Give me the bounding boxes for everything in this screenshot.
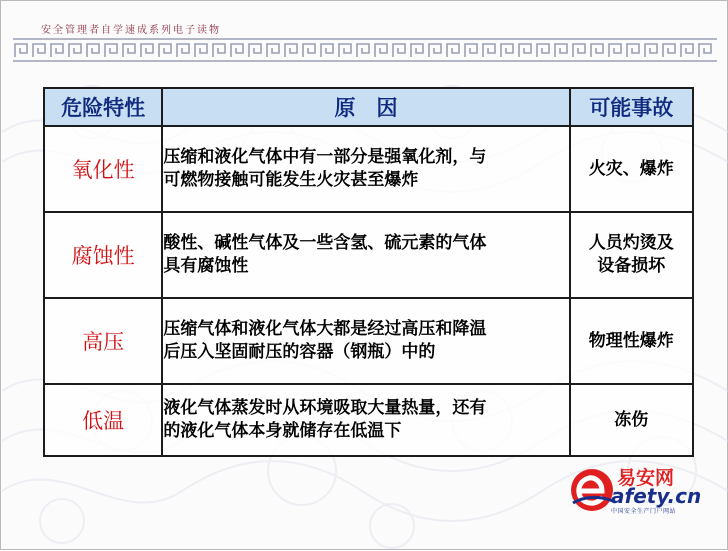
accident-line: 火灾、爆炸 xyxy=(588,158,674,179)
hazard-kind: 高压 xyxy=(44,298,162,384)
table-row xyxy=(44,298,693,384)
series-title: 安全管理者自学速成系列电子读物 xyxy=(41,25,221,36)
hazard-kind: 氧化性 xyxy=(44,126,162,212)
hazard-kind: 腐蚀性 xyxy=(44,212,162,298)
cause-line: 压缩和液化气体中有一部分是强氧化剂，与 xyxy=(163,147,487,167)
table-row xyxy=(44,212,693,298)
hazard-table xyxy=(43,87,694,457)
cause-line: 液化气体蒸发时从环境吸取大量热量，还有 xyxy=(163,398,487,418)
header-accident: 可能事故 xyxy=(570,88,693,126)
cause-line: 的液化气体本身就储存在低温下 xyxy=(163,421,402,441)
site-logo[interactable] xyxy=(569,463,715,517)
accident-line: 人员灼烫及 xyxy=(588,233,674,253)
hazard-cause xyxy=(162,212,569,298)
safety-e-logo-icon xyxy=(569,467,615,513)
table-row xyxy=(44,384,693,456)
cause-line: 可燃物接触可能发生火灾甚至爆炸 xyxy=(163,170,419,190)
header-hazard: 危险特性 xyxy=(44,88,162,126)
table-header-row xyxy=(44,88,693,126)
possible-accident xyxy=(570,126,693,212)
meander-border xyxy=(13,35,717,65)
possible-accident xyxy=(570,212,693,298)
hazard-cause xyxy=(162,384,569,456)
cause-line: 酸性、碱性气体及一些含氢、硫元素的气体 xyxy=(163,233,487,253)
header-cause: 原 因 xyxy=(162,88,569,126)
possible-accident xyxy=(570,384,693,456)
meander-stroke xyxy=(13,39,717,61)
hazard-cause xyxy=(162,298,569,384)
logo-domain: afety.cn xyxy=(611,484,702,508)
logo-name: 易安网 xyxy=(617,467,675,489)
accident-line: 冻伤 xyxy=(614,409,649,430)
hazard-cause xyxy=(162,126,569,212)
accident-line: 物理性爆炸 xyxy=(588,330,674,351)
hazard-kind: 低温 xyxy=(44,384,162,456)
accident-line: 设备损坏 xyxy=(597,256,666,276)
cause-line: 具有腐蚀性 xyxy=(163,256,249,276)
table-row xyxy=(44,126,693,212)
possible-accident xyxy=(570,298,693,384)
cause-line: 后压入坚固耐压的容器（钢瓶）中的 xyxy=(163,342,436,362)
cause-line: 压缩气体和液化气体大都是经过高压和降温 xyxy=(163,319,487,339)
logo-tagline: 中国安全生产门户网站 xyxy=(611,508,677,515)
